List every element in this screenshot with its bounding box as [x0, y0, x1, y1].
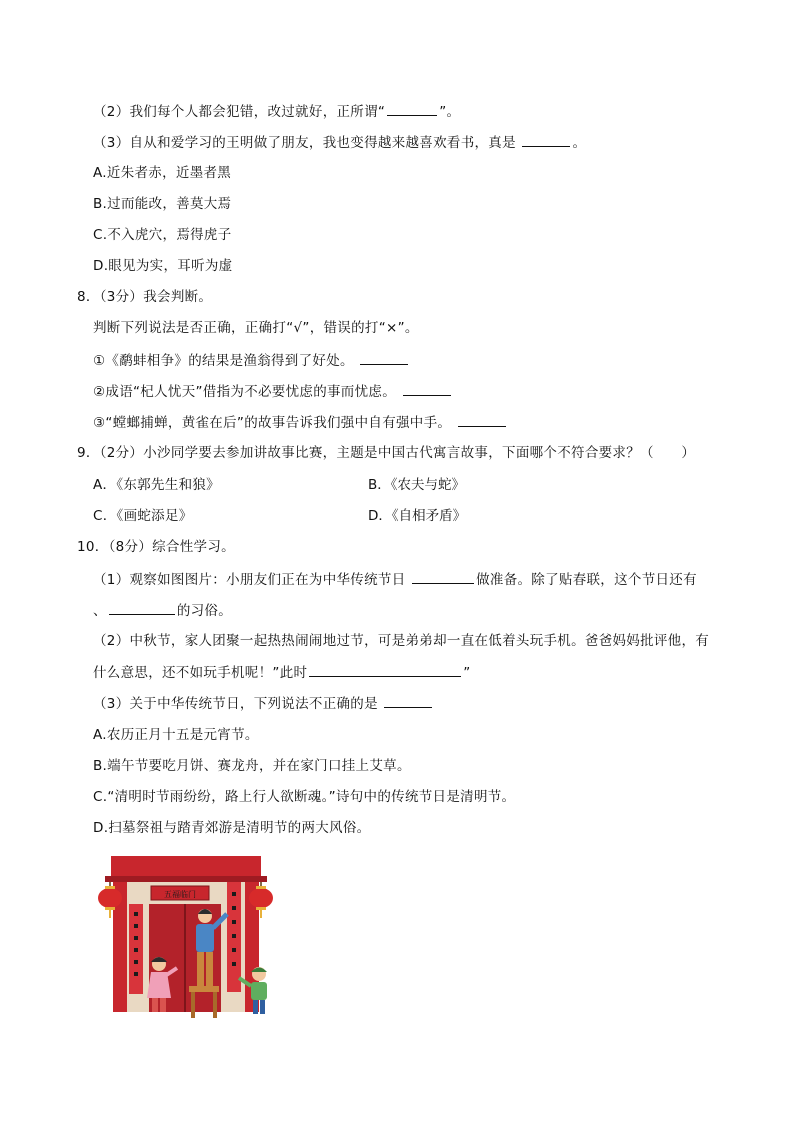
q8-item-2-blank[interactable] — [403, 381, 451, 396]
q10-item1-blank-2[interactable] — [109, 600, 175, 615]
q7-option-b: B.过而能改，善莫大焉 — [93, 196, 232, 212]
q7-item2-blank[interactable] — [387, 101, 437, 116]
spring-festival-illustration — [93, 852, 278, 1024]
q7-option-d: D.眼见为实，耳听为虚 — [93, 258, 233, 274]
q8-item-1-blank[interactable] — [360, 350, 408, 365]
q7-item3-text-end: 。 — [572, 135, 587, 151]
q9-option-a: A．《东郭先生和狼》 — [93, 477, 220, 493]
q10-item1-line2 — [93, 600, 232, 621]
q10-item3 — [93, 693, 434, 714]
q9-option-d: D．《自相矛盾》 — [368, 508, 467, 524]
q7-item2 — [93, 101, 460, 122]
q10-item1-blank-1[interactable] — [412, 569, 474, 584]
q7-option-c: C.不入虎穴，焉得虎子 — [93, 227, 232, 243]
q10-item3-text: （3）关于中华传统节日，下列说法不正确的是 — [93, 696, 383, 712]
q7-option-a: A.近朱者赤，近墨者黑 — [93, 165, 232, 181]
gate-roof — [111, 856, 261, 878]
q8-item-2 — [93, 381, 453, 402]
q10-item1-line2-prefix: 、 — [93, 603, 107, 619]
q8-item-2-text: ②成语“杞人忧天”借指为不必要忧虑的事而忧虑。 — [93, 384, 401, 400]
q8-title: 8．（3分）我会判断。 — [77, 289, 213, 305]
q10-item1-text-end: 做准备。除了贴春联，这个节日还有 — [476, 572, 697, 588]
q8-item-3-blank[interactable] — [458, 412, 506, 427]
q7-item2-text-end: ”。 — [439, 104, 461, 120]
q8-instruction: 判断下列说法是否正确，正确打“√”，错误的打“×”。 — [93, 320, 419, 336]
q10-option-c: C.“清明时节雨纷纷，路上行人欲断魂。”诗句中的传统节日是清明节。 — [93, 789, 516, 805]
q7-item2-text: （2）我们每个人都会犯错，改过就好，正所谓“ — [93, 104, 386, 120]
q10-item1-line1 — [93, 569, 697, 590]
q10-item2-line2 — [93, 662, 471, 683]
q9-option-c: C．《画蛇添足》 — [93, 508, 193, 524]
q8-item-3-text: ③“螳螂捕蝉，黄雀在后”的故事告诉我们强中自有强中手。 — [93, 415, 456, 431]
q10-item3-blank[interactable] — [384, 693, 432, 708]
q10-title: 10．（8分）综合性学习。 — [77, 539, 235, 555]
q10-option-b: B.端午节要吃月饼、赛龙舟，并在家门口挂上艾草。 — [93, 758, 411, 774]
q10-item2-line2-text: 什么意思，还不如玩手机呢！”此时 — [93, 665, 308, 681]
q9-title: 9．（2分）小沙同学要去参加讲故事比赛，主题是中国古代寓言故事，下面哪个不符合要求？（ ） — [77, 445, 696, 461]
q10-option-a: A.农历正月十五是元宵节。 — [93, 727, 259, 743]
door-plaque-text: 五福临门 — [164, 890, 196, 899]
q10-item2-line1: （2）中秋节，家人团聚一起热热闹闹地过节，可是弟弟却一直在低着头玩手机。爸爸妈妈批评他，有 — [93, 633, 710, 649]
q8-item-3 — [93, 412, 508, 433]
q7-item3-blank[interactable] — [522, 132, 570, 147]
q7-item3 — [93, 132, 586, 153]
q8-item-1 — [93, 350, 410, 371]
q10-item2-blank[interactable] — [309, 662, 461, 677]
q9-option-b: B．《农夫与蛇》 — [368, 477, 466, 493]
q7-item3-text: （3）自从和爱学习的王明做了朋友，我也变得越来越喜欢看书，真是 — [93, 135, 521, 151]
q10-item1-line2-text: 的习俗。 — [176, 603, 233, 619]
q8-item-1-text: ①《鹬蚌相争》的结果是渔翁得到了好处。 — [93, 353, 359, 369]
q10-option-d: D.扫墓祭祖与踏青郊游是清明节的两大风俗。 — [93, 820, 371, 836]
q10-item2-line2-end: ” — [463, 665, 471, 681]
q10-item1-text: （1）观察如图图片：小朋友们正在为中华传统节日 — [93, 572, 411, 588]
